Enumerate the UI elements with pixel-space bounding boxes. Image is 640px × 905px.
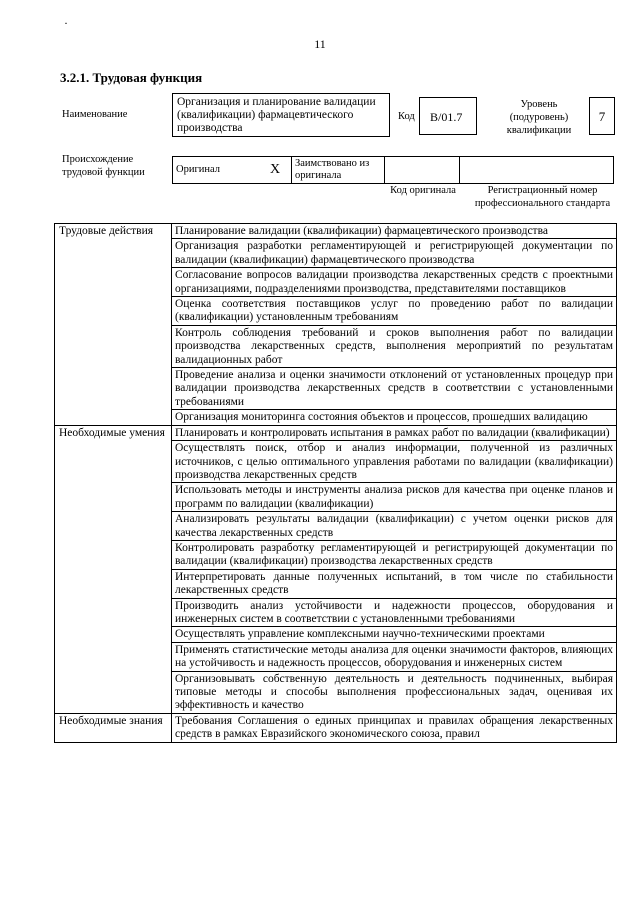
table-cell-item: Планирование валидации (квалификации) фармацевтического производства — [172, 224, 617, 239]
table-row — [55, 224, 617, 239]
competency-table — [54, 223, 617, 743]
origin-code-cell — [385, 157, 460, 184]
table-cell-item: Осуществлять поиск, отбор и анализ информации, полученной из различных источников, с целью оптимального управления работами по валидации (квалификации) производства лекарственных средств — [172, 441, 617, 483]
table-cell-item: Организовывать собственную деятельность и деятельность подчиненных, выбирая типовые методы и способы выполнения профессиональных задач, оценивая их эффективность и качество — [172, 671, 617, 713]
table-cell-item: Производить анализ устойчивости и надежности процессов, оборудования и инженерных систем в соответствии с установленными требованиями — [172, 598, 617, 627]
level-value: 7 — [589, 97, 615, 135]
borrowed-label: Заимствовано из оригинала — [292, 157, 385, 184]
section-heading: Необходимые умения — [55, 425, 172, 713]
section-title: 3.2.1. Трудовая функция — [60, 70, 203, 85]
table-cell-item: Применять статистические методы анализа для оценки значимости факторов, влияющих на устойчивость и надежность процессов, оборудования и инженерных систем — [172, 642, 617, 671]
name-value: Организация и планирование валидации (квалификации) фармацевтического производства — [172, 93, 390, 137]
table-cell-item: Анализировать результаты валидации (квалификации) с учетом оценки рисков для качества лекарственных средств — [172, 512, 617, 541]
original-label: Оригинал — [173, 157, 260, 184]
table-cell-item: Организация разработки регламентирующей и регистрирующей документации по валидации (квалификации) фармацевтического производства — [172, 239, 617, 268]
code-label: Код — [398, 111, 415, 122]
reg-caption: Регистрационный номер профессионального стандарта — [474, 185, 611, 209]
code-value: B/01.7 — [419, 97, 477, 135]
level-label: Уровень (подуровень) квалификации — [506, 99, 572, 136]
table-cell-item: Контролировать разработку регламентирующей и регистрирующей документации по валидации (квалификации) производства лекарственных средств — [172, 540, 617, 569]
table-cell-item: Использовать методы и инструменты анализа рисков для качества при оценке планов и программ по валидации (квалификации) — [172, 483, 617, 512]
original-mark: X — [259, 157, 292, 184]
table-cell-item: Требования Соглашения о единых принципах и правилах обращения лекарственных средств в рамках Евразийского экономического союза, правил — [172, 713, 617, 742]
table-row — [55, 713, 617, 742]
table-cell-item: Планировать и контролировать испытания в рамках работ по валидации (квалификации) — [172, 425, 617, 440]
table-cell-item: Организация мониторинга состояния объектов и процессов, прошедших валидацию — [172, 410, 617, 425]
code-caption: Код оригинала — [390, 185, 456, 196]
table-cell-item: Оценка соответствия поставщиков услуг по проведению работ по валидации (квалификации) установленным требованиям — [172, 297, 617, 326]
table-row — [55, 425, 617, 440]
table-cell-item: Контроль соблюдения требований и сроков выполнения работ по валидации производства лекарственных средств, выполнения мероприятий по результатам валидационных работ — [172, 325, 617, 367]
table-cell-item: Осуществлять управление комплексными научно-техническими проектами — [172, 627, 617, 642]
table-cell-item: Проведение анализа и оценки значимости отклонений от установленных процедур при валидации производства лекарственных средств в соответствии с установленными требованиями — [172, 368, 617, 410]
section-heading: Необходимые знания — [55, 713, 172, 742]
table-cell-item: Интерпретировать данные полученных испытаний, в том числе по стабильности лекарственных средств — [172, 569, 617, 598]
table-cell-item: Согласование вопросов валидации производства лекарственных средств с проектными организациями, подразделениями производства, представителями поставщиков — [172, 268, 617, 297]
origin-reg-cell — [460, 157, 614, 184]
name-label: Наименование — [62, 109, 128, 120]
origin-label: Происхождение трудовой функции — [62, 154, 145, 178]
page-number: 11 — [314, 37, 326, 51]
section-heading: Трудовые действия — [55, 224, 172, 426]
origin-table — [172, 156, 614, 184]
scan-mark: · — [64, 16, 68, 30]
